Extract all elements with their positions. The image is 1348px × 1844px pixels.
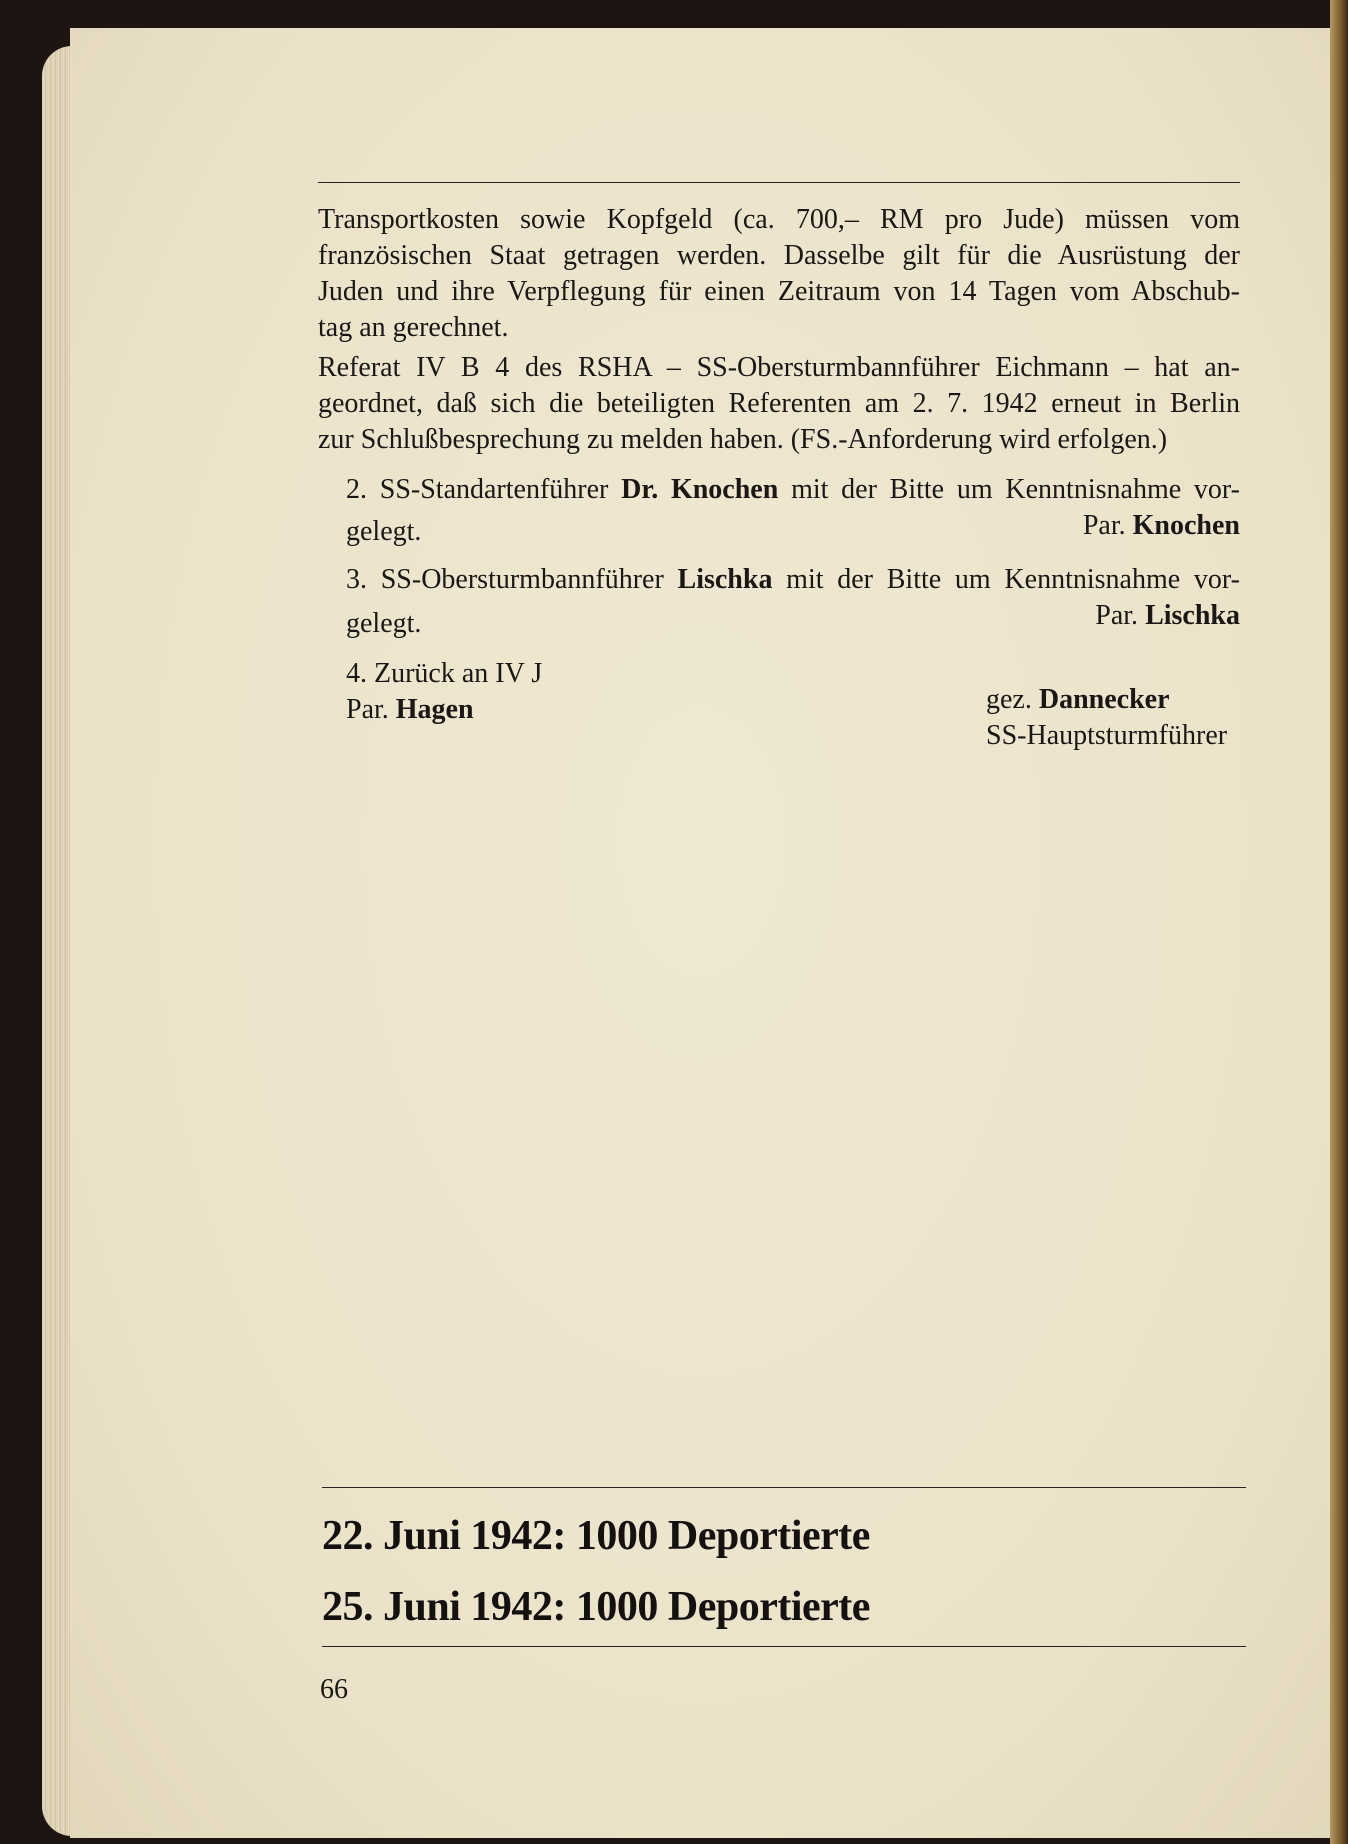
- item-2-prefix: 2. SS-Standartenführer: [346, 474, 622, 505]
- item-4-line-1: 4. Zurück an IV J: [346, 658, 543, 689]
- item-2-name: Dr. Knochen: [621, 474, 779, 505]
- item-4-par-name: Hagen: [395, 694, 474, 725]
- item-2: [346, 472, 1240, 547]
- item-2-par-name: Knochen: [1132, 510, 1240, 541]
- headline-1: 22. Juni 1942: 1000 Deportierte: [322, 1513, 870, 1559]
- item-4-paraph: [346, 692, 746, 728]
- item-3-par-name: Lischka: [1145, 600, 1240, 631]
- page-number: 66: [320, 1674, 348, 1705]
- item-3-par-prefix: Par.: [1095, 600, 1146, 631]
- top-rule: [318, 182, 1240, 183]
- paragraph-2-line-2: geordnet, daß sich die beteiligten Referenten am 2. 7. 1942 erneut in Berlin: [318, 388, 1240, 419]
- paragraph-2: [318, 350, 1240, 458]
- paragraph-2-line-1: Referat IV B 4 des RSHA – SS-Obersturmbannführer Eichmann – hat an-: [318, 352, 1240, 383]
- item-3-suffix: mit der Bitte um Kenntnisnahme vor-: [772, 564, 1240, 595]
- paragraph-2-line-3: zur Schlußbesprechung zu melden haben. (FS.-Anforderung wird erfolgen.): [318, 424, 1168, 455]
- item-2-gelegt: gelegt.: [346, 516, 422, 547]
- item-3-line-1: [346, 562, 1240, 598]
- paragraph-1-line-4: tag an gerechnet.: [318, 312, 509, 343]
- signature-prefix: gez.: [986, 684, 1039, 715]
- item-2-suffix: mit der Bitte um Kenntnisnahme vor-: [778, 474, 1240, 505]
- signature-name: Dannecker: [1038, 684, 1170, 715]
- item-4-par-prefix: Par.: [346, 694, 396, 725]
- headline-2: 25. Juni 1942: 1000 Deportierte: [322, 1584, 870, 1630]
- item-3-line-2: [346, 598, 1240, 639]
- paragraph-1: [318, 202, 1240, 346]
- signature-block: [986, 682, 1246, 754]
- item-3-name: Lischka: [677, 564, 773, 595]
- book-binding-edge: [1330, 0, 1348, 1844]
- paragraph-1-line-3: Juden und ihre Verpflegung für einen Zeitraum von 14 Tagen vom Abschub-: [318, 276, 1240, 307]
- item-2-line-2: [346, 508, 1240, 547]
- item-3-paraph: [1095, 598, 1240, 634]
- item-2-paraph: [1083, 508, 1240, 544]
- headline-top-rule: [322, 1487, 1246, 1488]
- item-2-par-prefix: Par.: [1082, 510, 1133, 541]
- item-3-gelegt: gelegt.: [346, 608, 422, 639]
- item-2-line-1: [346, 472, 1240, 508]
- paragraph-1-line-2: französischen Staat getragen werden. Dasselbe gilt für die Ausrüstung der: [318, 240, 1240, 271]
- signature-line: [986, 682, 1246, 718]
- item-4: [346, 656, 746, 728]
- headline-bottom-rule: [322, 1646, 1246, 1647]
- item-3-prefix: 3. SS-Obersturmbannführer: [346, 564, 678, 595]
- paragraph-1-line-1: Transportkosten sowie Kopfgeld (ca. 700,– RM pro Jude) müssen vom: [318, 204, 1240, 235]
- signature-rank: SS-Hauptsturmführer: [986, 720, 1228, 751]
- item-3: [346, 562, 1240, 639]
